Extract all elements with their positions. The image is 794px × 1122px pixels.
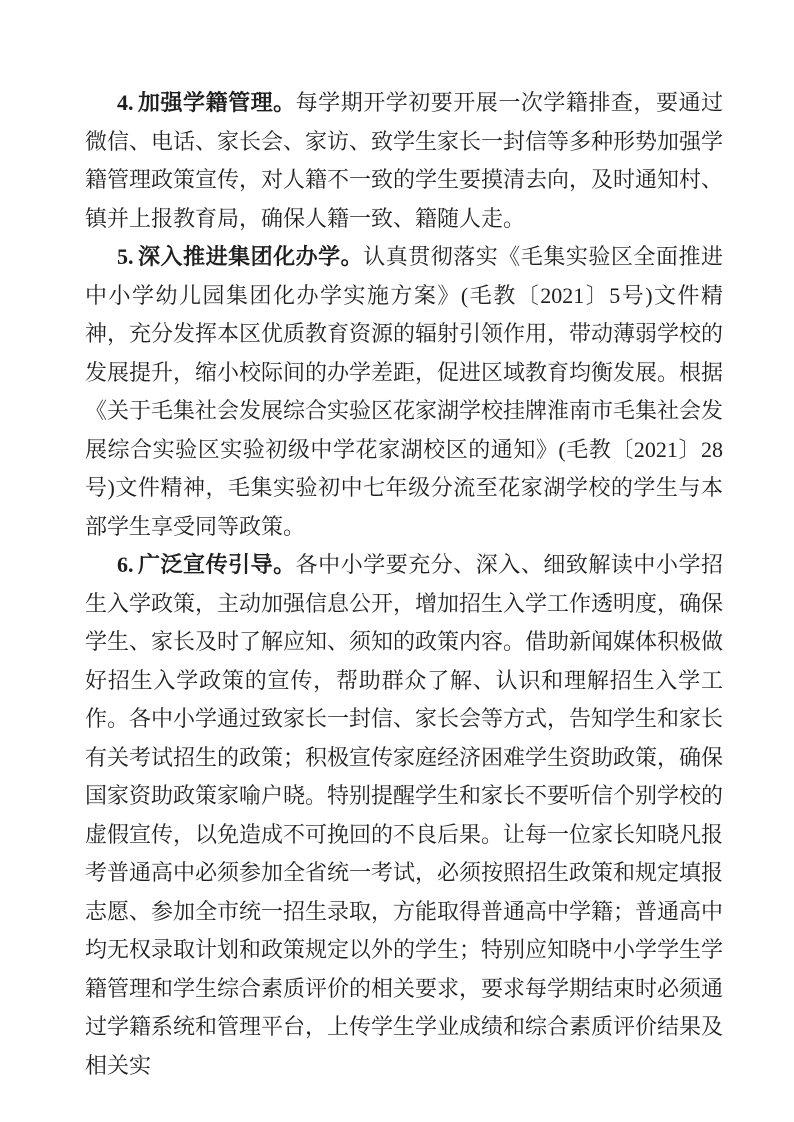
item-number: 6. [117, 552, 134, 577]
paragraph-item-6 [85, 546, 723, 1085]
document-text-block [85, 84, 723, 1085]
item-title: 广泛宣传引导。 [137, 552, 296, 577]
paragraph-item-5 [85, 238, 723, 546]
item-title: 深入推进集团化办学。 [137, 244, 364, 269]
item-body: 每学期开学初要开展一次学籍排查，要通过微信、电话、家长会、家访、致学生家长一封信等多种形势加强学籍管理政策宣传，对人籍不一致的学生要摸清去向，及时通知村、镇并上报教育局，确保人籍一致、籍随人走。 [85, 90, 724, 231]
item-number: 4. [117, 90, 134, 115]
item-body: 各中小学要充分、深入、细致解读中小学招生入学政策，主动加强信息公开，增加招生入学工作透明度，确保学生、家长及时了解应知、须知的政策内容。借助新闻媒体积极做好招生入学政策的宣传，帮助群众了解、认识和理解招生入学工作。各中小学通过致家长一封信、家长会等方式，告知学生和家长有关考试招生的政策；积极宣传家庭经济困难学生资助政策，确保国家资助政策家喻户晓。特别提醒学生和家长不要听信个别学校的虚假宣传，以免造成不可挽回的不良后果。让每一位家长知晓凡报考普通高中必须参加全省统一考试，必须按照招生政策和规定填报志愿、参加全市统一招生录取，方能取得普通高中学籍；普通高中均无权录取计划和政策规定以外的学生；特别应知晓中小学学生学籍管理和学生综合素质评价的相关要求，要求每学期结束时必须通过学籍系统和管理平台，上传学生学业成绩和综合素质评价结果及相关实 [85, 552, 724, 1078]
item-body: 认真贯彻落实《毛集实验区全面推进中小学幼儿园集团化办学实施方案》(毛教〔2021〕5号)文件精神，充分发挥本区优质教育资源的辐射引领作用，带动薄弱学校的发展提升，缩小校际间的办学差距，促进区域教育均衡发展。根据《关于毛集社会发展综合实验区花家湖学校挂牌淮南市毛集社会发展综合实验区实验初级中学花家湖校区的通知》(毛教〔2021〕28 号)文件精神，毛集实验初中七年级分流至花家湖学校的学生与本部学生享受同等政策。 [85, 244, 724, 539]
item-title: 加强学籍管理。 [137, 90, 296, 115]
paragraph-item-4 [85, 84, 723, 238]
item-number: 5. [117, 244, 134, 269]
